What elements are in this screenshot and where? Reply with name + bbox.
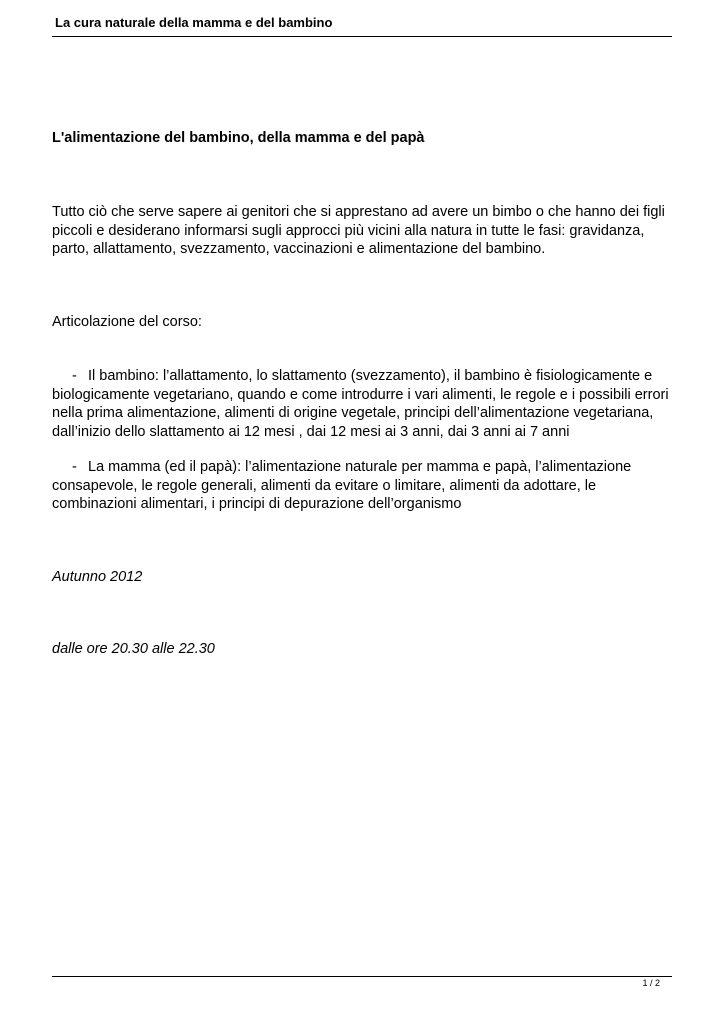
footer-divider [52,976,672,977]
course-outline-label: Articolazione del corso: [52,314,202,330]
bullet-marker: - [72,459,77,475]
page-header [52,13,672,37]
header-title: La cura naturale della mamma e del bambino [55,15,333,30]
intro-paragraph: Tutto ciò che serve sapere ai genitori che si apprestano ad avere un bimbo o che hanno dei figli piccoli e desiderano informarsi sugli approcci più vicini alla natura in tutte le fasi: gravidanza, parto, allattamento, svezzamento, vaccinazioni e alimentazione del bambino. [52,204,665,257]
article-heading: L'alimentazione del bambino, della mamma e del papà [52,130,425,146]
list-item-text: Il bambino: l’allattamento, lo slattamento (svezzamento), il bambino è fisiologicamente e biologicamente vegetariano, quando e come introdurre i vari alimenti, le regole e i possibili errori nella prima alimentazione, alimenti di origine vegetale, principi dell’alimentazione vegetariana, dall’inizio dello slattamento ai 12 mesi , dai 12 mesi ai 3 anni, dai 3 anni ai 7 anni [52,368,669,440]
list-item-text: La mamma (ed il papà): l’alimentazione naturale per mamma e papà, l’alimentazione consapevole, le regole generali, alimenti da evitare o limitare, alimenti da adottare, le combinazioni alimentari, i principi di depurazione dell’organismo [52,459,632,512]
time-text: dalle ore 20.30 alle 22.30 [52,641,215,657]
season-text: Autunno 2012 [52,569,143,585]
bullet-marker: - [72,368,77,384]
page-number: 1 / 2 [642,978,660,988]
list-item [52,458,677,514]
list-item [52,367,677,441]
